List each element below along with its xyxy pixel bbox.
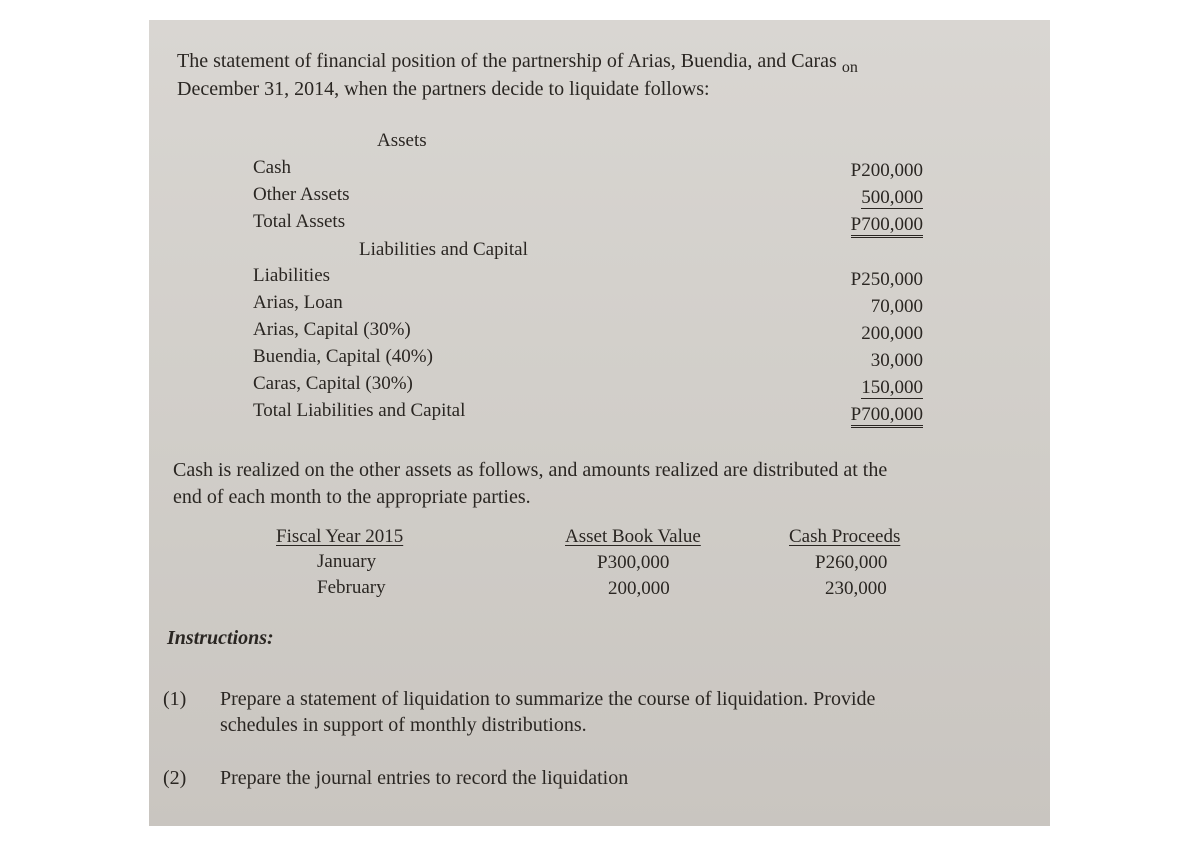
asset-label-cash: Cash [253,157,291,178]
instruction-2-text: Prepare the journal entries to record the liquidation [220,767,629,789]
lc-amount-total: P700,000 [803,404,923,426]
instruction-2-number: (2) [163,767,187,789]
asset-label-other: Other Assets [253,184,350,205]
row-month-january: January [317,551,377,572]
instructions-heading: Instructions: [167,627,274,649]
realization-line-2: end of each month to the appropriate parties. [173,486,531,508]
asset-amount-other: 500,000 [861,187,923,208]
lc-label-total: Total Liabilities and Capital [253,400,466,421]
lc-amount-buendia-capital: 30,000 [870,350,923,371]
lc-label-buendia-capital: Buendia, Capital (40%) [253,346,433,367]
intro-line-1: The statement of financial position of the partnership of Arias, Buendia, and Caras $_{on}$ [177,50,858,76]
lc-label-liabilities: Liabilities [253,265,331,286]
realization-line-1: Cash is realized on the other assets as follows, and amounts realized are distributed at the [173,459,888,481]
instruction-1-line-2: schedules in support of monthly distributions. [220,714,587,736]
lc-label-arias-loan: Arias, Loan [253,292,343,313]
col-header-period: Fiscal Year 2015 [276,526,404,547]
row-book-value-january: P300,000 [597,552,670,573]
intro-line-2: December 31, 2014, when the partners decide to liquidate follows: [177,78,710,100]
lc-label-caras-capital: Caras, Capital (30%) [253,373,413,394]
instruction-1-line-1: Prepare a statement of liquidation to summarize the course of liquidation. Provide [220,688,876,710]
lc-amount-liabilities: P250,000 [850,269,923,290]
assets-heading: Assets [377,130,427,151]
document-page [149,20,1050,826]
lc-amount-caras-capital: 150,000 [861,377,923,398]
realization-paragraph [173,457,887,511]
liabilities-capital-heading: Liabilities and Capital [359,239,528,260]
row-book-value-february: 200,000 [608,578,670,599]
col-header-book-value: Asset Book Value [565,526,701,547]
instruction-1-text [220,686,875,738]
asset-label-total: Total Assets [253,211,346,232]
asset-amount-cash: P200,000 [850,160,923,181]
row-month-february: February [317,577,386,598]
col-header-proceeds: Cash Proceeds [789,526,901,547]
instruction-1-number: (1) [163,688,187,710]
row-proceeds-february: 230,000 [825,578,887,599]
lc-amount-arias-capital: 200,000 [861,323,923,344]
lc-label-arias-capital: Arias, Capital (30%) [253,319,411,340]
row-proceeds-january: P260,000 [815,552,888,573]
intro-paragraph [177,48,858,102]
intro-line-1-on: on [841,59,858,76]
lc-amount-arias-loan: 70,000 [870,296,923,317]
asset-amount-total: P700,000 [803,214,923,236]
